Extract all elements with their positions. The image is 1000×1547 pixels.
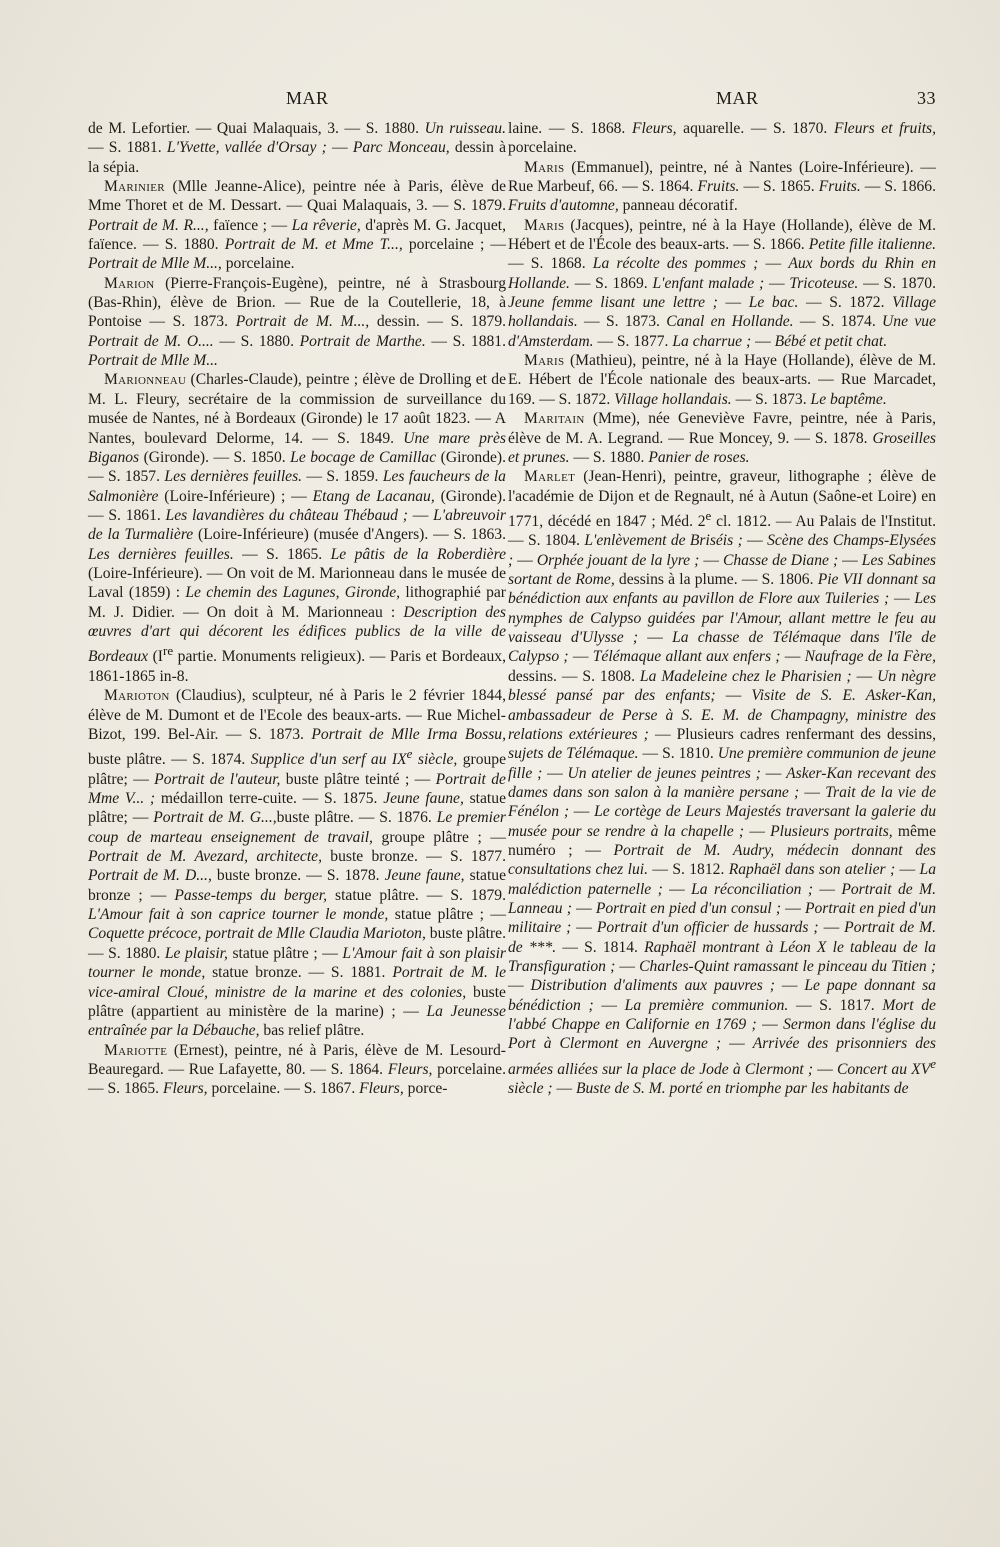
running-header: [88, 88, 948, 112]
right-text-column: [508, 119, 936, 1099]
left-running-head: MAR: [286, 88, 329, 108]
left-column-paragraph: Marionneau (Charles-Claude), peintre ; élève de Drolling et de M. L. Fleury, secrétaire de la commission de surveillance du musée de Nantes, né à Bordeaux (Gironde) le 17 août 1823. — A Nantes, boulevard Delorme, 14. — S. 1849. Une mare près Biganos (Gironde). — S. 1850. Le bocage de Camillac (Gironde). — S. 1857. Les dernières feuilles. — S. 1859. Les faucheurs de la Salmonière (Loire-Inférieure) ; — Etang de Lacanau, (Gironde). — S. 1861. Les lavandières du château Thébaud ; — L'abreuvoir de la Turmalière (Loire-Inférieure) (musée d'Angers). — S. 1863. Les dernières feuilles. — S. 1865. Le pâtis de la Roberdière (Loire-Inférieure). — On voit de M. Marionneau dans le musée de Laval (1859) : Le chemin des Lagunes, Gironde, lithographié par M. J. Didier. — On doit à M. Marionneau : Description des œuvres d'art qui décorent les édifices publics de la ville de Bordeaux (Ire partie. Monuments religieux). — Paris et Bordeaux, 1861-1865 in-8.: [88, 371, 507, 685]
left-column-paragraph: Marinier (Mlle Jeanne-Alice), peintre née à Paris, élève de Mme Thoret et de M. Dessart. — Quai Malaquais, 3. — S. 1879. Portrait de M. R..., faïence ; — La rêverie, d'après M. G. Jacquet, faïence. — S. 1880. Portrait de M. et Mme T..., porcelaine ; — Portrait de Mlle M..., porcelaine.: [88, 178, 507, 273]
left-column-paragraph: de M. Lefortier. — Quai Malaquais, 3. — S. 1880. Un ruisseau. — S. 1881. L'Yvette, vallée d'Orsay ; — Parc Monceau, dessin à la sépia.: [88, 120, 507, 176]
left-column-paragraph: Marion (Pierre-François-Eugène), peintre, né à Strasbourg (Bas-Rhin), élève de Brion. — Rue de la Coutellerie, 18, à Pontoise — S. 1873. Portrait de M. M..., dessin. — S. 1879. Portrait de M. O.... — S. 1880. Portrait de Marthe. — S. 1881. Portrait de Mlle M...: [88, 274, 507, 370]
right-column-paragraph: Marlet (Jean-Henri), peintre, graveur, lithographe ; élève de l'académie de Dijon et de Regnault, né à Autun (Saône-et Loire) en 1771, décédé en 1847 ; Méd. 2e cl. 1812. — Au Palais de l'Institut. — S. 1804. L'enlèvement de Briséis ; — Scène des Champs-Elysées ; — Orphée jouant de la lyre ; — Chasse de Diane ; — Les Sabines sortant de Rome, dessins à la plume. — S. 1806. Pie VII donnant sa bénédiction aux enfants au pavillon de Flore aux Tuileries ; — Les nymphes de Calypso guidées par l'Amour, allant mettre le feu au vaisseau d'Ulysse ; — La chasse de Télémaque dans l'île de Calypso ; — Télémaque allant aux enfers ; — Naufrage de la Fère, dessins. — S. 1808. La Madeleine chez le Pharisien ; — Un nègre blessé pansé par des enfants; — Visite de S. E. Asker-Kan, ambassadeur de Perse à S. E. M. de Champagny, ministre des relations extérieures ; — Plusieurs cadres renfermant des dessins, sujets de Télémaque. — S. 1810. Une première communion de jeune fille ; — Un atelier de jeunes peintres ; — Asker-Kan recevant des dames dans son salon à la manière persane ; — Trait de la vie de Fénélon ; — Le cortège de Leurs Majestés traversant la galerie du musée pour se rendre à la chapelle ; — Plusieurs portraits, même numéro ; — Portrait de M. Audry, médecin donnant des consultations chez lui. — S. 1812. Raphaël dans son atelier ; — La malédiction paternelle ; — La réconciliation ; — Portrait de M. Lanneau ; — Portrait en pied d'un consul ; — Portrait en pied d'un militaire ; — Portrait d'un officier de hussards ; — Portrait de M. de ***. — S. 1814. Raphaël montrant à Léon X le tableau de la Transfiguration ; — Charles-Quint ramassant le pinceau du Titien ; — Distribution d'aliments aux pauvres ; — Le pape donnant sa bénédiction ; — La première communion. — S. 1817. Mort de l'abbé Chappe en Californie en 1769 ; — Sermon dans l'église du Port à Clermont en Auvergne ; — Arrivée des prisonniers des armées alliées sur la place de Jode à Clermont ; — Concert au XVe siècle ; — Buste de S. M. porté en triomphe par les habitants de: [508, 468, 937, 1098]
right-running-head: MAR: [716, 88, 759, 108]
right-column-paragraph: Maritain (Mme), née Geneviève Favre, peintre, née à Paris, élève de M. A. Legrand. — Rue Moncey, 9. — S. 1878. Groseilles et prunes. — S. 1880. Panier de roses.: [508, 410, 936, 466]
right-column-paragraph: laine. — S. 1868. Fleurs, aquarelle. — S. 1870. Fleurs et fruits, porcelaine.: [508, 120, 936, 157]
left-column-paragraph: Mariotte (Ernest), peintre, né à Paris, élève de M. Lesourd-Beauregard. — Rue Lafayette, 80. — S. 1864. Fleurs, porcelaine. — S. 1865. Fleurs, porcelaine. — S. 1867. Fleurs, porce-: [88, 1041, 506, 1098]
right-column-paragraph: Maris (Jacques), peintre, né à la Haye (Hollande), élève de M. Hébert et de l'École des beaux-arts. — S. 1866. Petite fille italienne. — S. 1868. La récolte des pommes ; — Aux bords du Rhin en Hollande. — S. 1869. L'enfant malade ; — Tricoteuse. — S. 1870. Jeune femme lisant une lettre ; — Le bac. — S. 1872. Village hollandais. — S. 1873. Canal en Hollande. — S. 1874. Une vue d'Amsterdam. — S. 1877. La charrue ; — Bébé et petit chat.: [508, 216, 937, 350]
left-column-paragraph: Marioton (Claudius), sculpteur, né à Paris le 2 février 1844, élève de M. Dumont et de l'Ecole des beaux-arts. — Rue Michel-Bizot, 199. Bel-Air. — S. 1873. Portrait de Mlle Irma Bossu, buste plâtre. — S. 1874. Supplice d'un serf au IXe siècle, groupe plâtre; — Portrait de l'auteur, buste plâtre teinté ; — Portrait de Mme V... ; médaillon terre-cuite. — S. 1875. Jeune faune, statue plâtre; — Portrait de M. G...,buste plâtre. — S. 1876. Le premier coup de marteau enseignement de travail, groupe plâtre ; — Portrait de M. Avezard, architecte, buste bronze. — S. 1877. Portrait de M. D..., buste bronze. — S. 1878. Jeune faune, statue bronze ; — Passe-temps du berger, statue plâtre. — S. 1879. L'Amour fait à son caprice tourner le monde, statue plâtre ; — Coquette précoce, portrait de Mlle Claudia Marioton, buste plâtre. — S. 1880. Le plaisir, statue plâtre ; — L'Amour fait à son plaisir tourner le monde, statue bronze. — S. 1881. Portrait de M. le vice-amiral Cloué, ministre de la marine et des colonies, buste plâtre (appartient au ministère de la marine) ; — La Jeunesse entraînée par la Débauche, bas relief plâtre.: [88, 687, 507, 1040]
right-column-paragraph: Maris (Mathieu), peintre, né à la Haye (Hollande), élève de M. E. Hébert de l'École nationale des beaux-arts. — Rue Marcadet, 169. — S. 1872. Village hollandais. — S. 1873. Le baptême.: [508, 352, 936, 408]
right-column-paragraph: Maris (Emmanuel), peintre, né à Nantes (Loire-Inférieure). — Rue Marbeuf, 66. — S. 1864. Fruits. — S. 1865. Fruits. — S. 1866. Fruits d'automne, panneau décoratif.: [508, 158, 936, 215]
left-text-column: [88, 119, 506, 1099]
page-number: 33: [917, 88, 936, 108]
